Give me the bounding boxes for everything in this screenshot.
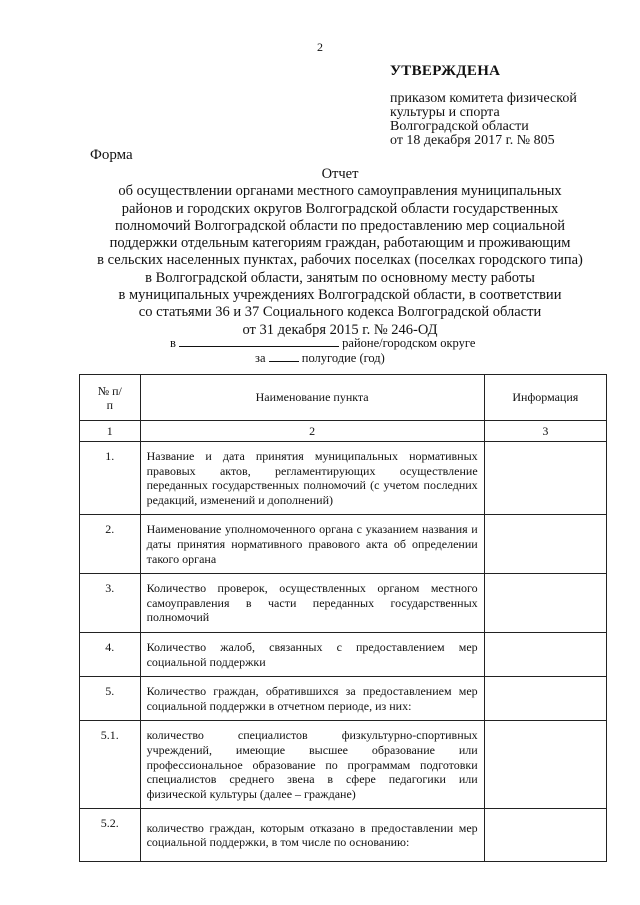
approval-line: приказом комитета физической	[390, 91, 577, 106]
row-number: 5.1.	[80, 721, 141, 809]
approval-heading: УТВЕРЖДЕНА	[390, 63, 501, 79]
title-line: в сельских населенных пунктах, рабочих поселках (поселках городского типа)	[97, 252, 583, 269]
title-line: Отчет	[321, 166, 359, 182]
column-index: 2	[140, 421, 484, 442]
period-prefix: за	[255, 351, 266, 365]
period-blank-field[interactable]	[269, 351, 299, 362]
table-row	[80, 721, 607, 809]
title-line: со статьями 36 и 37 Социального кодекса Волгоградской области	[138, 304, 542, 321]
title-line: от 31 декабря 2015 г. № 246-ОД	[242, 321, 438, 338]
row-number: 4.	[80, 632, 141, 676]
column-index: 3	[484, 421, 606, 442]
region-line	[170, 336, 475, 351]
period-line	[255, 351, 385, 366]
header-name: Наименование пункта	[140, 375, 484, 421]
title-line: в Волгоградской области, занятым по основному месту работы	[145, 269, 535, 286]
row-number: 5.	[80, 677, 141, 721]
row-name: количество граждан, которым отказано в предоставлении мер социальной поддержки, в том числе по основанию:	[140, 809, 484, 862]
approval-line: Волгоградской области	[390, 119, 529, 134]
table-row	[80, 632, 607, 676]
column-index: 1	[80, 421, 141, 442]
row-info-cell[interactable]	[484, 809, 606, 862]
approval-block	[390, 92, 577, 148]
table-row	[80, 809, 607, 862]
row-name: Количество проверок, осуществленных органом местного самоуправления в части переданных государственных полномочий	[140, 574, 484, 633]
page-number: 2	[317, 40, 323, 54]
table-row	[80, 574, 607, 633]
table-header-row	[80, 375, 607, 421]
row-name: количество специалистов физкультурно-спортивных учреждений, имеющие высшее образование или профессиональное образование по программам подготовки специалистов среднего звена в сфере педагогики или физической культуры (далее – граждане)	[140, 721, 484, 809]
row-number: 1.	[80, 442, 141, 515]
title-line: в муниципальных учреждениях Волгоградской области, в соответствии	[118, 287, 562, 304]
form-label: Форма	[90, 147, 133, 163]
row-info-cell[interactable]	[484, 632, 606, 676]
row-info-cell[interactable]	[484, 677, 606, 721]
region-prefix: в	[170, 336, 176, 350]
row-info-cell[interactable]	[484, 721, 606, 809]
approval-line: от 18 декабря 2017 г. № 805	[390, 133, 555, 148]
header-number: № п/п	[80, 375, 141, 421]
row-name: Наименование уполномоченного органа с указанием названия и даты принятия нормативного правового акта об определении такого органа	[140, 515, 484, 574]
row-info-cell[interactable]	[484, 515, 606, 574]
row-name: Количество граждан, обратившихся за предоставлением мер социальной поддержки в отчетном периоде, из них:	[140, 677, 484, 721]
row-number: 5.2.	[80, 809, 141, 862]
table-row	[80, 515, 607, 574]
title-line: полномочий Волгоградской области по предоставлению мер социальной	[114, 217, 565, 234]
row-name: Количество жалоб, связанных с предоставлением мер социальной поддержки	[140, 632, 484, 676]
title-line: поддержки отдельным категориям граждан, работающим и проживающим	[109, 235, 571, 252]
table-row	[80, 442, 607, 515]
report-title	[60, 166, 620, 339]
period-suffix: полугодие (год)	[301, 351, 385, 365]
title-line: об осуществлении органами местного самоуправления муниципальных	[118, 183, 562, 200]
report-table	[79, 374, 607, 862]
row-name: Название и дата принятия муниципальных нормативных правовых актов, регламентирующих осуществление переданных государственных полномочий (с учетом последних редакций, изменений и дополнений)	[140, 442, 484, 515]
header-info: Информация	[484, 375, 606, 421]
row-info-cell[interactable]	[484, 442, 606, 515]
row-number: 2.	[80, 515, 141, 574]
region-blank-field[interactable]	[179, 336, 339, 347]
column-index-row	[80, 421, 607, 442]
approval-line: культуры и спорта	[390, 105, 500, 120]
title-line: районов и городских округов Волгоградской области государственных	[121, 200, 559, 217]
row-number: 3.	[80, 574, 141, 633]
row-info-cell[interactable]	[484, 574, 606, 633]
region-suffix: районе/городском округе	[342, 336, 476, 350]
table-row	[80, 677, 607, 721]
